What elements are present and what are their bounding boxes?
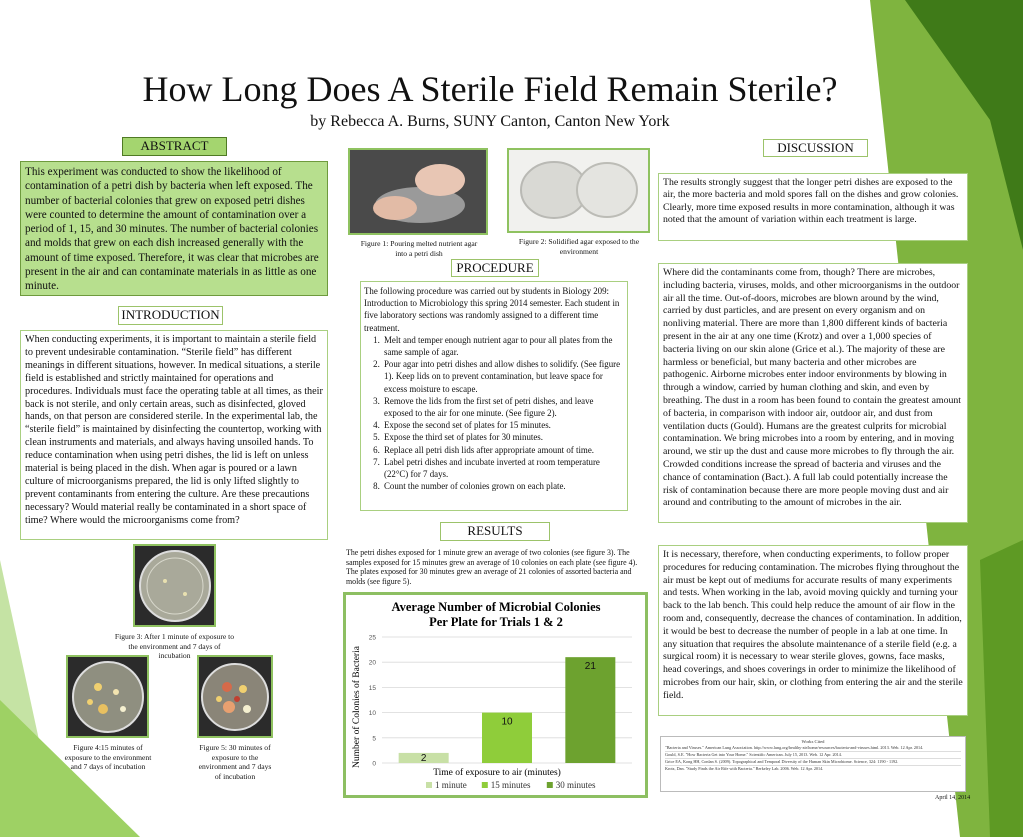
procedure-step: 5. Expose the third set of plates for 30 minutes. (382, 431, 624, 443)
chart-y-axis-label: Number of Colonies of Bacteria (352, 646, 362, 768)
chart-y-tick-label: 20 (368, 659, 376, 667)
reference-item: Grice EA, Kong HH, Conlan S. (2009). Topographical and Temporal Diversity of the Human Skin Microbiome. Science, 324: 1190 - 1192. (665, 759, 961, 766)
discussion-paragraph-2: Where did the contaminants come from, though? There are microbes, including bacteria, viruses, molds, and other microorganisms in the outdoor air all the time. Out-of-doors, microbes are blown around by the wind, carried by dust particles, and are present on every organism and on nonliving material. There are more than 1,800 different kinds of bacteria present in the air at any one time (Krotz) and over a 1,000 species of bacteria living on our skin alone (Grice et al.). The majority of these are harmless or beneficial, but many bacteria and other microbes are pathogenic. Airborne microbes enter indoor environments by blowing in through a window, carried by human clothing and skin, and even by breathing. The dust in a room has been found to contain the greatest amount of bacteria, in comparison with indoor air, outdoor air, and dust from ventilation ducts (Gould). Humans are the greatest culprits for microbial contamination. We bring microbes into a room by entering, and in moving around, we stir up the dust and cause more microbes to fly through the air. Crowded conditions increase the spread of bacteria and viruses and the chance of contamination (Bact.). A full lab could potentially increase the risk of contamination because there are more people moving dust and air around and contributing to the amount of microbes in the air. (658, 263, 968, 523)
results-text: The petri dishes exposed for 1 minute grew an average of two colonies (see figure 3). The samples exposed for 15 minutes grew an average of 10 colonies on each plate (see figure 4). The plates exposed for 30 minutes grew an average of 21 colonies of assorted bacteria and molds (see figure 5). (343, 545, 648, 589)
procedure-step: 4. Expose the second set of plates for 15 minutes. (382, 419, 624, 431)
procedure-step: 6. Replace all petri dish lids after appropriate amount of time. (382, 444, 624, 456)
poster-title: How Long Does A Sterile Field Remain Sterile? (142, 69, 838, 109)
figure-5-caption: Figure 5: 30 minutes of exposure to the environment and 7 days of incubation (198, 743, 272, 781)
figure-5-image (197, 655, 273, 738)
introduction-text: When conducting experiments, it is important to maintain a sterile field to prevent undesirable contamination. “Sterile field” has different meanings in different situations, however. In medical situations, a sterile field is established and strictly maintained for operations and procedures. Individuals must face the operating table at all times, as their back is not sterile, and only certain areas, such as disinfected, gloved hands, on that person are considered sterile. In the experimental lab, the “sterile field” is maintained by disinfecting the countertop, working with clean instruments and materials, and always having unsoiled hands. To reduce contamination when using petri dishes, the lid is left on unless material is being placed in the dish. When agar is poured or a lawn culture of microorganisms prepared, the lid is only lifted slightly to prevent contaminants from entering the culture. Are these precautions necessary? Would material really be contaminated in a short space of time? Where would the microorganisms come from? (20, 330, 328, 540)
chart-x-axis-label: Time of exposure to air (minutes) (433, 768, 561, 778)
works-cited (660, 736, 966, 792)
chart-legend-swatch (482, 782, 488, 788)
abstract-heading: ABSTRACT (122, 137, 227, 156)
chart-data-label: 2 (420, 753, 427, 764)
figure-1-caption: Figure 1: Pouring melted nutrient agar into a petri dish (360, 239, 478, 258)
reference-item: "Bacteria and Viruses." American Lung Association. http://www.lung.org/healthy-air/home/resources/bacteria-and-viruses.html. 2013. Web. 12 Apr. 2014. (665, 745, 961, 752)
procedure-step: 2. Pour agar into petri dishes and allow dishes to solidify. (See figure 1). Keep lids on to prevent contamination, but leave space for excess moisture to escape. (382, 358, 624, 395)
chart-svg (346, 595, 645, 795)
figure-2-caption: Figure 2: Solidified agar exposed to the environment (518, 237, 640, 256)
procedure-step: 7. Label petri dishes and incubate inverted at room temperature (22°C) for 7 days. (382, 456, 624, 480)
poster-date: April 14, 2014 (935, 795, 971, 801)
chart-title-line2: Per Plate for Trials 1 & 2 (429, 615, 563, 629)
chart-y-tick-label: 15 (368, 684, 376, 692)
procedure-step: 1. Melt and temper enough nutrient agar to pour all plates from the same sample of agar. (382, 334, 624, 358)
procedure-box (360, 281, 628, 511)
chart-data-label: 21 (584, 661, 596, 673)
procedure-intro: The following procedure was carried out by students in Biology 209: Introduction to Microbiology this spring 2014 semester. Each student in five laboratory sections was randomly assigned to a different time treatment. (364, 286, 620, 333)
chart-legend-swatch (547, 782, 553, 788)
chart-bars (399, 657, 616, 764)
discussion-heading: DISCUSSION (763, 139, 868, 157)
chart-legend-label: 30 minutes (555, 780, 596, 790)
abstract-text: This experiment was conducted to show the likelihood of contamination of a petri dish by bacteria when left exposed. The number of bacterial colonies that grew on exposed petri dishes were counted to determine the amount of contamination over a period of 1, 15, and 30 minutes. The number of bacterial colonies and molds that grew on each dish increased generally with the amount of time exposed. Therefore, it was clear that microbes are present in the air and can contaminate materials in as little as one minute. (20, 161, 328, 296)
poster-byline: by Rebecca A. Burns, SUNY Canton, Canton New York (310, 113, 670, 130)
chart-legend (426, 780, 596, 790)
chart-title-line1: Average Number of Microbial Colonies (391, 600, 601, 614)
chart-legend-swatch (426, 782, 432, 788)
figure-4-image (66, 655, 149, 738)
chart-legend-label: 15 minutes (490, 780, 531, 790)
procedure-steps (364, 334, 624, 493)
results-chart (343, 592, 648, 798)
figure-1-image (348, 148, 488, 235)
chart-data-label: 10 (501, 716, 513, 728)
procedure-heading: PROCEDURE (451, 259, 539, 277)
discussion-paragraph-1: The results strongly suggest that the longer petri dishes are exposed to the air, the more bacteria and mold spores fall on the dishes and grow colonies. Clearly, more time exposed results in more contamination, although it was noted that the amount of variation within each treatment is large. (658, 173, 968, 241)
results-heading: RESULTS (440, 522, 550, 541)
reference-item: Krotz, Dan. "Study Finds the Air Rife with Bacteria." Berkeley Lab. 2006. Web. 12 Apr. 2014. (665, 766, 824, 771)
chart-bar (565, 657, 615, 763)
chart-y-tick-label: 5 (372, 735, 376, 743)
figure-4-caption: Figure 4:15 minutes of exposure to the environment and 7 days of incubation (64, 743, 152, 771)
figure-3-caption: Figure 3: After 1 minute of exposure to the environment and 7 days of incubation (114, 632, 235, 660)
introduction-heading: INTRODUCTION (118, 306, 223, 325)
chart-y-tick-label: 25 (368, 634, 376, 642)
procedure-step: 3. Remove the lids from the first set of petri dishes, and leave exposed to the air for one minute. (See figure 2). (382, 395, 624, 419)
discussion-paragraph-3: It is necessary, therefore, when conducting experiments, to follow proper procedures for reducing contamination. The microbes flying throughout the air must be kept out of mediums for accurate results of many experiments and tests. When working in the lab, avoid moving quickly and turning your back to the lab bench. This could help reduce the amount of air flow in the room and, consequently, decrease the chances of contamination. In addition, it would be best to decrease the number of people in a lab at one time. In any situation that requires the absolute maintenance of a sterile field (e.g. a surgical room) it is necessary to wear sterile gloves, gowns, face masks, head coverings, and shoes coverings in order to minimize the likelihood of microbes from our hair, skin, or clothing from entering the air and the sterile field. (658, 545, 968, 716)
works-cited-heading: Works Cited (801, 739, 825, 744)
chart-legend-label: 1 minute (435, 780, 467, 790)
reference-item: Gould, S.E. "How Bacteria Get into Your Home." Scientific American. July 15, 2013. Web. 12 Apr. 2014. (665, 752, 961, 759)
figure-2-image (507, 148, 650, 233)
procedure-step: 8. Count the number of colonies grown on each plate. (382, 480, 624, 492)
chart-y-tick-label: 10 (368, 710, 376, 718)
chart-y-tick-label: 0 (372, 760, 376, 768)
figure-3-image (133, 544, 216, 627)
